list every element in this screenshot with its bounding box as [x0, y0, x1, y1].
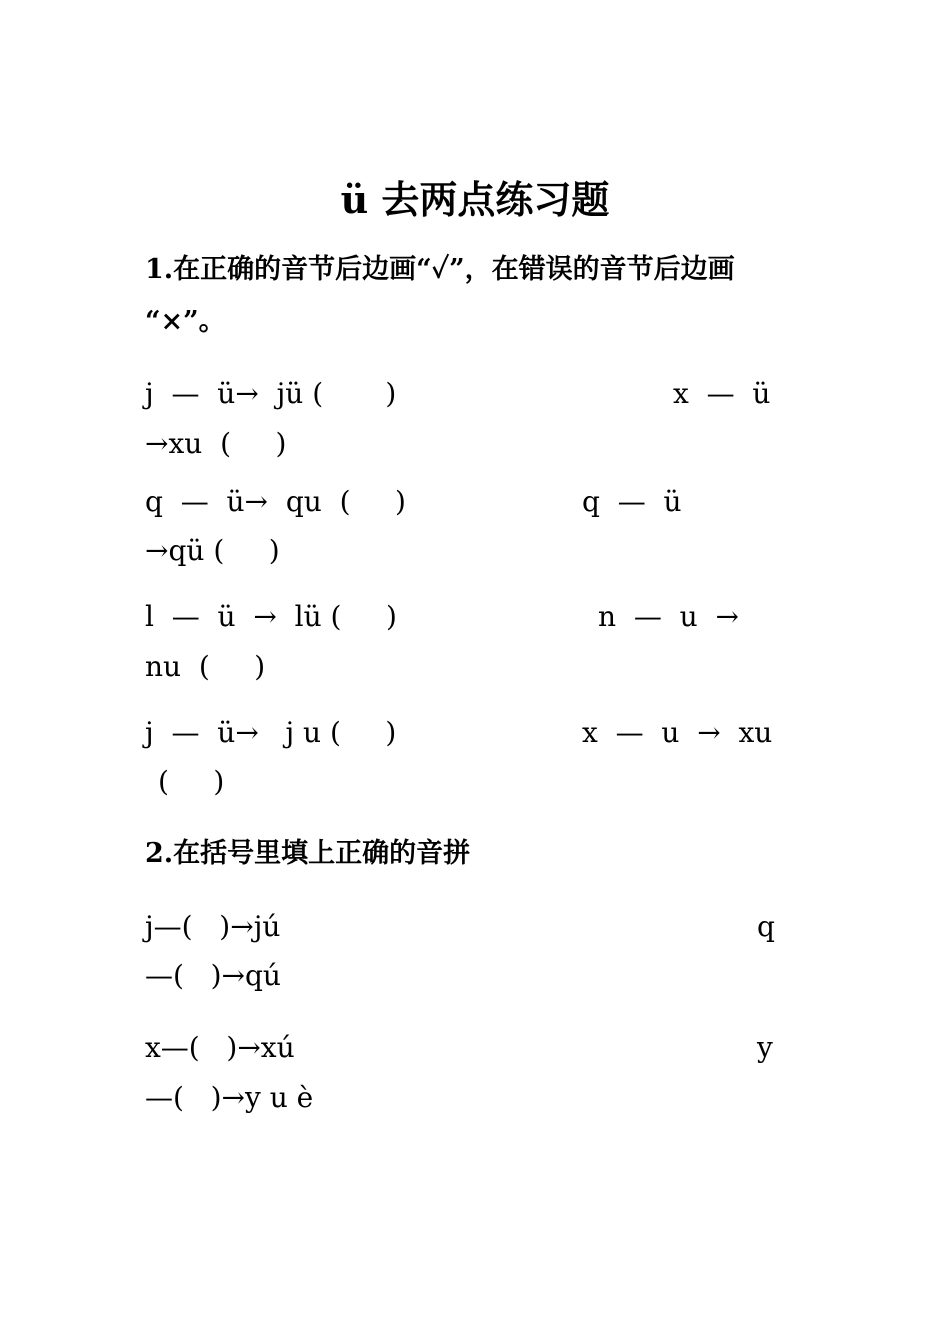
item-right: x — ü — [673, 377, 771, 410]
item-left: l — ü → lü ( ) — [145, 600, 397, 633]
item-wrap: →qü ( ) — [145, 534, 280, 567]
item-wrap: nu ( ) — [145, 650, 266, 683]
item-right: n — u → — [598, 600, 739, 633]
item-right: y — [757, 1031, 773, 1064]
item-right: q — [757, 910, 775, 943]
item-right: q — ü — [582, 485, 682, 518]
item-left: j — ü→ jü ( ) — [145, 377, 397, 410]
item-wrap: →xu ( ) — [145, 427, 287, 460]
item-wrap: —( )→y u è — [145, 1081, 314, 1114]
section1-instruction-line2: “×”。 — [145, 306, 226, 337]
item-left: j—( )→jú — [145, 910, 281, 943]
item-left: q — ü→ qu ( ) — [145, 485, 406, 518]
item-wrap: ( ) — [158, 765, 225, 798]
section2-instruction: 2.在括号里填上正确的音拼 — [145, 838, 471, 869]
item-wrap: —( )→qú — [145, 959, 281, 992]
page-title: ü 去两点练习题 — [340, 177, 610, 222]
item-left: j — ü→ j u ( ) — [145, 716, 397, 749]
item-right: x — u → xu — [582, 716, 773, 749]
item-left: x—( )→xú — [145, 1031, 295, 1064]
section1-instruction-line1: 1.在正确的音节后边画“✓”，在错误的音节后边画 — [145, 254, 735, 285]
